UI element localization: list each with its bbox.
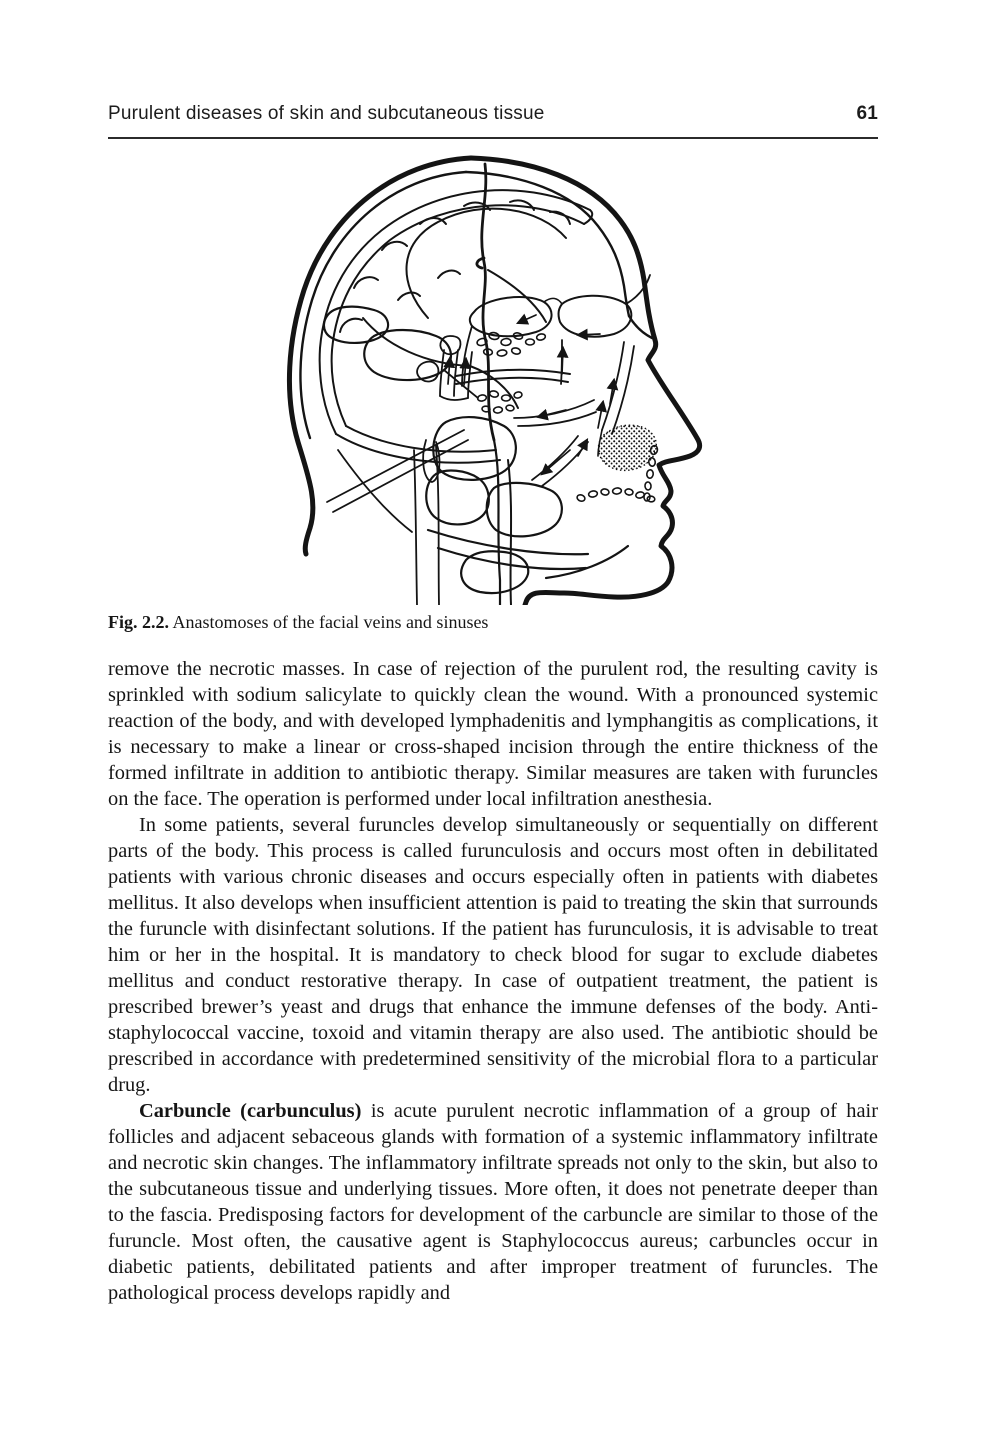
figure-2-2 (278, 150, 708, 605)
jaw-ovals (576, 488, 655, 503)
header-title: Purulent diseases of skin and subcutaneous tissue (108, 103, 545, 124)
flow-arrow (598, 402, 603, 428)
paragraph-3-lead: Carbuncle (carbunculus) (139, 1100, 362, 1122)
flow-arrow (562, 348, 563, 374)
brain-arcs (363, 209, 570, 408)
paragraph-1 (108, 656, 878, 812)
central-vein (477, 164, 511, 605)
figure-caption-label: Fig. 2.2. (108, 612, 169, 632)
flow-arrow (542, 450, 570, 474)
stippled-danger-area (598, 425, 656, 470)
paragraph-2 (108, 812, 878, 1098)
sagittal-sinus (320, 190, 593, 463)
flow-arrow (578, 440, 587, 456)
flow-arrow (518, 315, 536, 323)
flow-arrow (448, 358, 450, 384)
flow-arrow (578, 334, 600, 335)
header-rule (108, 137, 878, 139)
page-number: 61 (856, 103, 878, 124)
head-outline (289, 158, 699, 605)
running-header (108, 103, 878, 125)
body-text (108, 656, 878, 1306)
paragraph-3-text: is acute purulent necrotic inflammation of a group of hair follicles and adjacent sebaceous glands with formation of a systemic inflammatory infiltrate and necrotic skin changes. The inflammatory infiltrate spreads not only to the skin, but also to the subcutaneous tissue and underlying tissues. More often, it does not penetrate deeper than to the fascia. Predisposing factors for development of the carbuncle are similar to those of the furuncle. Most often, the causative agent is Staphylococcus aureus; carbuncles occur in diabetic patients, debilitated patients and after improper treatment of furuncles. The pathological process develops rapidly and (108, 1100, 879, 1304)
figure-caption-text: Anastomoses of the facial veins and sinuses (169, 612, 489, 632)
gyri-hooks (340, 200, 570, 332)
figure-2-2-illustration (278, 150, 708, 605)
mandible-curves (428, 530, 628, 593)
face-profile-outline (471, 158, 700, 605)
figure-caption (108, 612, 488, 633)
paragraph-1-text: remove the necrotic masses. In case of rejection of the purulent rod, the resulting cavity is sprinkled with sodium salicylate to quickly clean the wound. With a pronounced systemic reaction of the body, and with developed lymphadenitis and lymphangitis as complications, it is necessary to make a linear or cross-shaped incision through the entire thickness of the formed infiltrate in addition to antibiotic therapy. Similar measures are taken with furuncles on the face. The operation is performed under local infiltration anesthesia. (108, 658, 878, 810)
flow-arrow (538, 410, 566, 417)
paragraph-2-text: In some patients, several furuncles develop simultaneously or sequentially on different parts of the body. This process is called furunculosis and occurs most often in debilitated patients with various chronic diseases and occurs especially often in patients with diabetes mellitus. It also develops when insufficient attention is paid to treating the skin that surrounds the furuncle with disinfectant solutions. If the patient has furunculosis, it is advisable to treat him or her in the hospital. It is mandatory to check blood for sugar to exclude diabetes mellitus and conduct restorative therapy. In case of outpatient treatment, the patient is prescribed brewer’s yeast and drugs that enhance the immune defenses of the body. Anti-staphylococcal vaccine, toxoid and vitamin therapy are also used. The antibiotic should be prescribed in accordance with predetermined sensitivity of the microbial flora to a particular drug. (108, 814, 878, 1096)
paragraph-3 (108, 1098, 878, 1306)
